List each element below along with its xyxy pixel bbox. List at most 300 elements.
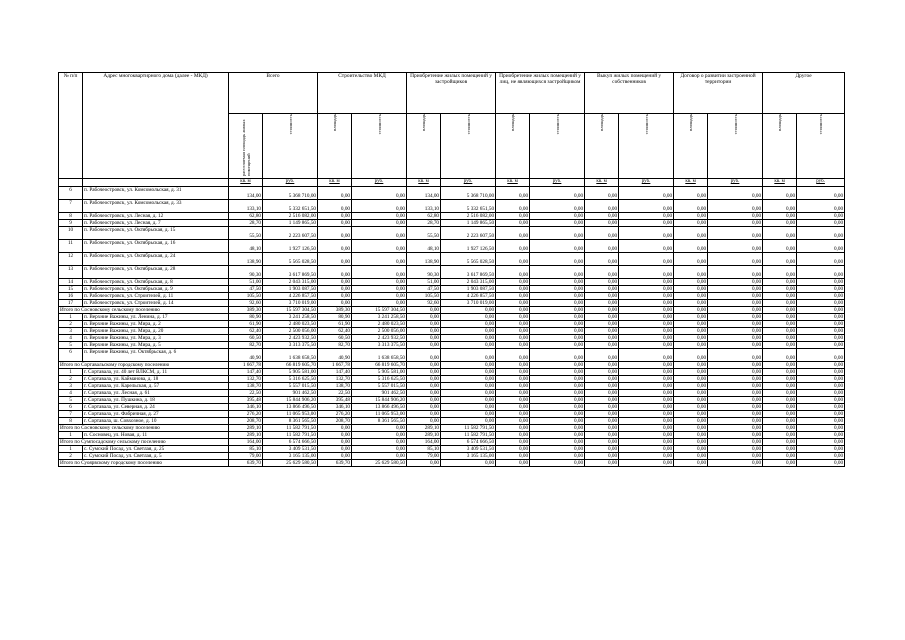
area-cell: 0,00 bbox=[318, 439, 352, 446]
cost-cell: 0,00 bbox=[530, 376, 585, 383]
area-cell: 0,00 bbox=[585, 342, 619, 349]
cost-cell: 1 903 087,50 bbox=[441, 286, 496, 293]
area-cell: 48,10 bbox=[407, 240, 441, 253]
address-cell: п. Рабочеостровск, ул. Строителей, д. 14 bbox=[83, 300, 229, 307]
cost-cell: 0,00 bbox=[797, 220, 845, 227]
row-number: 2 bbox=[59, 453, 83, 460]
cost-cell: 0,00 bbox=[530, 432, 585, 439]
area-cell: 0,00 bbox=[674, 411, 708, 418]
area-cell: 0,00 bbox=[763, 383, 797, 390]
subtotal-label: Итого по Сосновскому сельскому поселению bbox=[59, 307, 229, 314]
area-cell: 133,10 bbox=[407, 200, 441, 213]
table-row bbox=[59, 213, 845, 220]
cost-cell: 0,00 bbox=[441, 349, 496, 362]
area-cell: 0,00 bbox=[585, 376, 619, 383]
address-cell: п. Сосновец, ул. Новая, д. 11 bbox=[83, 432, 229, 439]
cost-cell: 0,00 bbox=[708, 342, 763, 349]
table-header bbox=[59, 73, 845, 187]
cost-cell: 0,00 bbox=[797, 418, 845, 425]
area-cell: 0,00 bbox=[585, 213, 619, 220]
cost-cell: 0,00 bbox=[619, 439, 674, 446]
cost-cell: 0,00 bbox=[797, 446, 845, 453]
cost-cell: 0,00 bbox=[619, 335, 674, 342]
cost-cell: 0,00 bbox=[441, 460, 496, 467]
area-cell: 0,00 bbox=[585, 286, 619, 293]
cost-cell: 0,00 bbox=[797, 425, 845, 432]
area-cell: 395,48 bbox=[318, 397, 352, 404]
row-number: 1 bbox=[59, 314, 83, 321]
cost-cell: 6 574 666,50 bbox=[263, 439, 318, 446]
cost-cell: 0,00 bbox=[708, 240, 763, 253]
row-number: 1 bbox=[59, 446, 83, 453]
cost-cell: 0,00 bbox=[708, 404, 763, 411]
cost-cell: 2 500 056,00 bbox=[263, 328, 318, 335]
header-group-buyout: Выкуп жилых помещений у собственников bbox=[585, 73, 674, 114]
area-cell: 0,00 bbox=[407, 404, 441, 411]
area-cell: 0,00 bbox=[496, 286, 530, 293]
cost-cell: 0,00 bbox=[708, 307, 763, 314]
area-cell: 147,40 bbox=[229, 369, 263, 376]
cost-cell: 2 423 932,50 bbox=[263, 335, 318, 342]
area-cell: 0,00 bbox=[674, 397, 708, 404]
cost-cell: 5 316 625,50 bbox=[263, 376, 318, 383]
area-cell: 0,00 bbox=[585, 411, 619, 418]
cost-cell: 0,00 bbox=[619, 286, 674, 293]
cost-cell: 0,00 bbox=[441, 307, 496, 314]
unit-label: кв. м bbox=[674, 179, 708, 187]
area-cell: 0,00 bbox=[318, 453, 352, 460]
cost-cell: 0,00 bbox=[619, 383, 674, 390]
row-number: 14 bbox=[59, 279, 83, 286]
cost-cell: 0,00 bbox=[708, 446, 763, 453]
cost-cell: 15 597 304,50 bbox=[263, 307, 318, 314]
cost-cell: 901 462,50 bbox=[352, 390, 407, 397]
area-cell: 0,00 bbox=[763, 213, 797, 220]
cost-cell: 0,00 bbox=[530, 335, 585, 342]
area-cell: 0,00 bbox=[763, 220, 797, 227]
cost-cell: 0,00 bbox=[530, 300, 585, 307]
cost-cell: 0,00 bbox=[619, 446, 674, 453]
cost-cell: 8 361 565,50 bbox=[352, 418, 407, 425]
area-cell: 55,50 bbox=[229, 227, 263, 240]
area-cell: 0,00 bbox=[496, 376, 530, 383]
row-number: 15 bbox=[59, 286, 83, 293]
area-cell: 0,00 bbox=[674, 328, 708, 335]
cost-cell: 0,00 bbox=[530, 362, 585, 369]
cost-cell: 0,00 bbox=[352, 227, 407, 240]
area-cell: 0,00 bbox=[585, 321, 619, 328]
area-cell: 0,00 bbox=[674, 383, 708, 390]
row-number: 17 bbox=[59, 300, 83, 307]
cost-cell: 0,00 bbox=[708, 439, 763, 446]
cost-cell: 11 065 953,00 bbox=[352, 411, 407, 418]
cost-cell: 0,00 bbox=[797, 200, 845, 213]
cost-cell: 0,00 bbox=[352, 266, 407, 279]
cost-cell: 0,00 bbox=[797, 376, 845, 383]
row-number: 13 bbox=[59, 266, 83, 279]
area-cell: 134,00 bbox=[229, 187, 263, 200]
area-cell: 138,70 bbox=[318, 383, 352, 390]
area-cell: 51,00 bbox=[407, 279, 441, 286]
header-group-territory: Договор о развитии застроенной территории bbox=[674, 73, 763, 114]
cost-cell: 0,00 bbox=[619, 404, 674, 411]
cost-cell: 0,00 bbox=[708, 220, 763, 227]
row-number: 4 bbox=[59, 335, 83, 342]
address-cell: г. Сортавала, ул. Лесная, д. 61 bbox=[83, 390, 229, 397]
cost-cell: 0,00 bbox=[530, 418, 585, 425]
area-cell: 0,00 bbox=[496, 432, 530, 439]
table-row bbox=[59, 314, 845, 321]
table-row bbox=[59, 293, 845, 300]
area-cell: 389,30 bbox=[318, 307, 352, 314]
area-cell: 47,50 bbox=[229, 286, 263, 293]
cost-cell: 0,00 bbox=[530, 307, 585, 314]
cost-cell: 0,00 bbox=[530, 397, 585, 404]
cost-cell: 0,00 bbox=[619, 187, 674, 200]
area-cell: 55,50 bbox=[407, 227, 441, 240]
cost-cell: 0,00 bbox=[352, 213, 407, 220]
cost-cell: 11 065 953,00 bbox=[263, 411, 318, 418]
address-cell: п. Рабочеостровск, ул. Октябрьская, д. 28 bbox=[83, 266, 229, 279]
cost-cell: 0,00 bbox=[797, 439, 845, 446]
cost-cell: 0,00 bbox=[530, 200, 585, 213]
subheader-label: площадь bbox=[688, 114, 694, 132]
row-number: 8 bbox=[59, 418, 83, 425]
cost-cell: 0,00 bbox=[797, 335, 845, 342]
area-cell: 0,00 bbox=[674, 362, 708, 369]
cost-cell: 0,00 bbox=[797, 253, 845, 266]
header-group-construction: Строительство МКД bbox=[318, 73, 407, 114]
area-cell: 0,00 bbox=[496, 362, 530, 369]
area-cell: 0,00 bbox=[407, 397, 441, 404]
area-cell: 0,00 bbox=[496, 213, 530, 220]
cost-cell: 3 165 135,00 bbox=[441, 453, 496, 460]
unit-label: руб. bbox=[263, 179, 318, 187]
area-cell: 0,00 bbox=[496, 328, 530, 335]
area-cell: 0,00 bbox=[763, 439, 797, 446]
area-cell: 79,00 bbox=[407, 453, 441, 460]
area-cell: 276,20 bbox=[229, 411, 263, 418]
area-cell: 0,00 bbox=[763, 411, 797, 418]
area-cell: 0,00 bbox=[496, 314, 530, 321]
cost-cell: 0,00 bbox=[619, 240, 674, 253]
area-cell: 0,00 bbox=[674, 446, 708, 453]
area-cell: 0,00 bbox=[674, 227, 708, 240]
area-cell: 0,00 bbox=[763, 286, 797, 293]
cost-cell: 2 043 315,00 bbox=[263, 279, 318, 286]
row-number: 8 bbox=[59, 213, 83, 220]
area-cell: 0,00 bbox=[496, 418, 530, 425]
cost-cell: 5 316 625,50 bbox=[352, 376, 407, 383]
area-cell: 0,00 bbox=[318, 187, 352, 200]
table-row bbox=[59, 266, 845, 279]
cost-cell: 0,00 bbox=[619, 279, 674, 286]
area-cell: 138,70 bbox=[229, 383, 263, 390]
area-cell: 0,00 bbox=[585, 362, 619, 369]
area-cell: 0,00 bbox=[318, 425, 352, 432]
cost-cell: 0,00 bbox=[708, 200, 763, 213]
area-cell: 0,00 bbox=[407, 349, 441, 362]
cost-cell: 0,00 bbox=[619, 411, 674, 418]
area-cell: 0,00 bbox=[585, 349, 619, 362]
subheader-cell bbox=[352, 114, 407, 179]
subtotal-label: Итого по Сосновскому сельскому поселению bbox=[59, 425, 229, 432]
cost-cell: 0,00 bbox=[708, 460, 763, 467]
area-cell: 0,00 bbox=[407, 321, 441, 328]
area-cell: 138,90 bbox=[407, 253, 441, 266]
subheader-label: площадь bbox=[332, 114, 337, 132]
cost-cell: 0,00 bbox=[619, 425, 674, 432]
row-number: 10 bbox=[59, 227, 83, 240]
area-cell: 0,00 bbox=[763, 200, 797, 213]
area-cell: 0,00 bbox=[407, 460, 441, 467]
subheader-cell bbox=[585, 114, 619, 179]
area-cell: 0,00 bbox=[585, 404, 619, 411]
table-row bbox=[59, 342, 845, 349]
address-cell: п. Верхние Важины, ул. Мира, д. 5 bbox=[83, 342, 229, 349]
cost-cell: 0,00 bbox=[619, 453, 674, 460]
cost-cell: 0,00 bbox=[708, 390, 763, 397]
cost-cell: 1 149 865,50 bbox=[441, 220, 496, 227]
unit-label: кв. м bbox=[585, 179, 619, 187]
table-row bbox=[59, 349, 845, 362]
unit-label: руб. bbox=[441, 179, 496, 187]
cost-cell: 0,00 bbox=[708, 213, 763, 220]
cost-cell: 0,00 bbox=[441, 342, 496, 349]
cost-cell: 0,00 bbox=[797, 369, 845, 376]
row-number: 7 bbox=[59, 411, 83, 418]
cost-cell: 0,00 bbox=[619, 369, 674, 376]
table-row bbox=[59, 286, 845, 293]
cost-cell: 0,00 bbox=[441, 397, 496, 404]
area-cell: 0,00 bbox=[585, 432, 619, 439]
cost-cell: 0,00 bbox=[619, 213, 674, 220]
area-cell: 346,10 bbox=[229, 404, 263, 411]
area-cell: 0,00 bbox=[407, 376, 441, 383]
area-cell: 0,00 bbox=[763, 293, 797, 300]
cost-cell: 0,00 bbox=[352, 200, 407, 213]
area-cell: 0,00 bbox=[585, 390, 619, 397]
area-cell: 92,60 bbox=[407, 300, 441, 307]
area-cell: 82,70 bbox=[229, 342, 263, 349]
cost-cell: 1 927 126,50 bbox=[263, 240, 318, 253]
area-cell: 0,00 bbox=[585, 328, 619, 335]
area-cell: 0,00 bbox=[496, 187, 530, 200]
area-cell: 0,00 bbox=[674, 187, 708, 200]
area-cell: 0,00 bbox=[496, 321, 530, 328]
area-cell: 0,00 bbox=[407, 342, 441, 349]
subheader-label: площадь bbox=[599, 114, 605, 132]
subheader-label: стоимость bbox=[818, 114, 824, 135]
cost-cell: 2 423 932,50 bbox=[352, 335, 407, 342]
address-cell: п. Верхние Важины, ул. Мира, д. 2 bbox=[83, 321, 229, 328]
cost-cell: 0,00 bbox=[352, 453, 407, 460]
cost-cell: 0,00 bbox=[708, 453, 763, 460]
cost-cell: 0,00 bbox=[352, 300, 407, 307]
cost-cell: 5 557 015,50 bbox=[352, 383, 407, 390]
area-cell: 85,10 bbox=[407, 446, 441, 453]
cost-cell: 15 844 906,20 bbox=[263, 397, 318, 404]
address-cell: г. Сортавала, ул. Северная, д. 24 bbox=[83, 404, 229, 411]
subheader-cell bbox=[441, 114, 496, 179]
cost-cell: 5 332 651,50 bbox=[263, 200, 318, 213]
cost-cell: 0,00 bbox=[797, 411, 845, 418]
resettlement-table bbox=[58, 72, 845, 467]
area-cell: 105,50 bbox=[407, 293, 441, 300]
cost-cell: 0,00 bbox=[619, 376, 674, 383]
area-cell: 0,00 bbox=[763, 321, 797, 328]
unit-label: кв. м bbox=[229, 179, 263, 187]
area-cell: 0,00 bbox=[763, 314, 797, 321]
subheader-label: стоимость bbox=[732, 114, 738, 135]
cost-cell: 3 313 375,50 bbox=[263, 342, 318, 349]
table-row bbox=[59, 411, 845, 418]
row-number: 11 bbox=[59, 240, 83, 253]
area-cell: 0,00 bbox=[674, 300, 708, 307]
cost-cell: 0,00 bbox=[619, 342, 674, 349]
table-row bbox=[59, 418, 845, 425]
area-cell: 0,00 bbox=[318, 213, 352, 220]
cost-cell: 0,00 bbox=[619, 328, 674, 335]
area-cell: 289,10 bbox=[229, 425, 263, 432]
cost-cell: 0,00 bbox=[797, 307, 845, 314]
cost-cell: 0,00 bbox=[708, 300, 763, 307]
area-cell: 0,00 bbox=[496, 307, 530, 314]
address-cell: г. Сортавала, ул. Фабричная, д. 27 bbox=[83, 411, 229, 418]
cost-cell: 0,00 bbox=[708, 369, 763, 376]
area-cell: 0,00 bbox=[407, 328, 441, 335]
area-cell: 0,00 bbox=[674, 453, 708, 460]
cost-cell: 0,00 bbox=[619, 307, 674, 314]
area-cell: 47,50 bbox=[407, 286, 441, 293]
area-cell: 0,00 bbox=[585, 335, 619, 342]
subheader-label: площадь bbox=[510, 114, 516, 132]
subheader-cell bbox=[407, 114, 441, 179]
cost-cell: 0,00 bbox=[530, 187, 585, 200]
cost-cell: 0,00 bbox=[708, 335, 763, 342]
cost-cell: 25 629 580,50 bbox=[352, 460, 407, 467]
cost-cell: 0,00 bbox=[708, 314, 763, 321]
subtotal-label: Итого по Сумпосадскому сельскому поселению bbox=[59, 439, 229, 446]
cost-cell: 0,00 bbox=[797, 390, 845, 397]
cost-cell: 0,00 bbox=[708, 293, 763, 300]
area-cell: 28,70 bbox=[407, 220, 441, 227]
cost-cell: 66 819 605,70 bbox=[352, 362, 407, 369]
cost-cell: 0,00 bbox=[797, 187, 845, 200]
cost-cell: 0,00 bbox=[797, 227, 845, 240]
area-cell: 0,00 bbox=[407, 362, 441, 369]
row-number: 6 bbox=[59, 404, 83, 411]
area-cell: 0,00 bbox=[674, 432, 708, 439]
area-cell: 0,00 bbox=[407, 314, 441, 321]
cost-cell: 6 574 666,50 bbox=[441, 439, 496, 446]
cost-cell: 0,00 bbox=[619, 397, 674, 404]
area-cell: 0,00 bbox=[585, 253, 619, 266]
table-row bbox=[59, 300, 845, 307]
area-cell: 0,00 bbox=[674, 460, 708, 467]
cost-cell: 0,00 bbox=[619, 418, 674, 425]
area-cell: 276,20 bbox=[318, 411, 352, 418]
area-cell: 0,00 bbox=[407, 418, 441, 425]
cost-cell: 2 043 315,00 bbox=[441, 279, 496, 286]
cost-cell: 11 582 791,50 bbox=[263, 432, 318, 439]
subtotal-row bbox=[59, 362, 845, 369]
area-cell: 0,00 bbox=[674, 220, 708, 227]
area-cell: 0,00 bbox=[585, 383, 619, 390]
table-row bbox=[59, 328, 845, 335]
cost-cell: 901 462,50 bbox=[263, 390, 318, 397]
cost-cell: 0,00 bbox=[708, 286, 763, 293]
header-group-total: Всего bbox=[229, 73, 318, 114]
subheader-label: расселяемая площадь жилых помещений bbox=[240, 119, 251, 176]
area-cell: 62,40 bbox=[229, 328, 263, 335]
area-cell: 0,00 bbox=[674, 376, 708, 383]
area-cell: 138,90 bbox=[229, 253, 263, 266]
area-cell: 0,00 bbox=[763, 460, 797, 467]
cost-cell: 0,00 bbox=[708, 349, 763, 362]
cost-cell: 0,00 bbox=[797, 279, 845, 286]
row-number: 5 bbox=[59, 342, 83, 349]
cost-cell: 0,00 bbox=[530, 220, 585, 227]
unit-label: кв. м bbox=[496, 179, 530, 187]
subheader-cell bbox=[763, 114, 797, 179]
area-cell: 0,00 bbox=[496, 335, 530, 342]
cost-cell: 0,00 bbox=[708, 279, 763, 286]
area-cell: 0,00 bbox=[585, 227, 619, 240]
table-body bbox=[59, 187, 845, 467]
area-cell: 80,90 bbox=[318, 314, 352, 321]
cost-cell: 0,00 bbox=[708, 266, 763, 279]
cost-cell: 0,00 bbox=[619, 220, 674, 227]
area-cell: 0,00 bbox=[585, 369, 619, 376]
cost-cell: 0,00 bbox=[708, 418, 763, 425]
cost-cell: 1 903 087,50 bbox=[263, 286, 318, 293]
subtotal-row bbox=[59, 439, 845, 446]
area-cell: 289,10 bbox=[407, 432, 441, 439]
area-cell: 0,00 bbox=[674, 286, 708, 293]
area-cell: 0,00 bbox=[674, 404, 708, 411]
cost-cell: 0,00 bbox=[708, 432, 763, 439]
area-cell: 0,00 bbox=[496, 293, 530, 300]
cost-cell: 0,00 bbox=[530, 439, 585, 446]
area-cell: 208,70 bbox=[229, 418, 263, 425]
area-cell: 0,00 bbox=[585, 240, 619, 253]
table-row bbox=[59, 240, 845, 253]
area-cell: 0,00 bbox=[496, 383, 530, 390]
cost-cell: 0,00 bbox=[530, 314, 585, 321]
area-cell: 134,00 bbox=[407, 187, 441, 200]
area-cell: 0,00 bbox=[585, 307, 619, 314]
area-cell: 1 667,78 bbox=[229, 362, 263, 369]
area-cell: 208,70 bbox=[318, 418, 352, 425]
cost-cell: 0,00 bbox=[797, 362, 845, 369]
cost-cell: 0,00 bbox=[530, 293, 585, 300]
cost-cell: 0,00 bbox=[441, 321, 496, 328]
cost-cell: 15 844 906,20 bbox=[352, 397, 407, 404]
unit-label: кв. м bbox=[407, 179, 441, 187]
cost-cell: 15 597 304,50 bbox=[352, 307, 407, 314]
cost-cell: 0,00 bbox=[797, 293, 845, 300]
address-cell: п. Верхние Важины, ул. Мира, д. 3 bbox=[83, 335, 229, 342]
row-number: 6 bbox=[59, 187, 83, 200]
cost-cell: 11 582 791,50 bbox=[441, 425, 496, 432]
area-cell: 0,00 bbox=[585, 314, 619, 321]
area-cell: 0,00 bbox=[585, 418, 619, 425]
cost-cell: 0,00 bbox=[530, 411, 585, 418]
cost-cell: 0,00 bbox=[530, 369, 585, 376]
cost-cell: 4 226 857,50 bbox=[263, 293, 318, 300]
area-cell: 0,00 bbox=[407, 335, 441, 342]
